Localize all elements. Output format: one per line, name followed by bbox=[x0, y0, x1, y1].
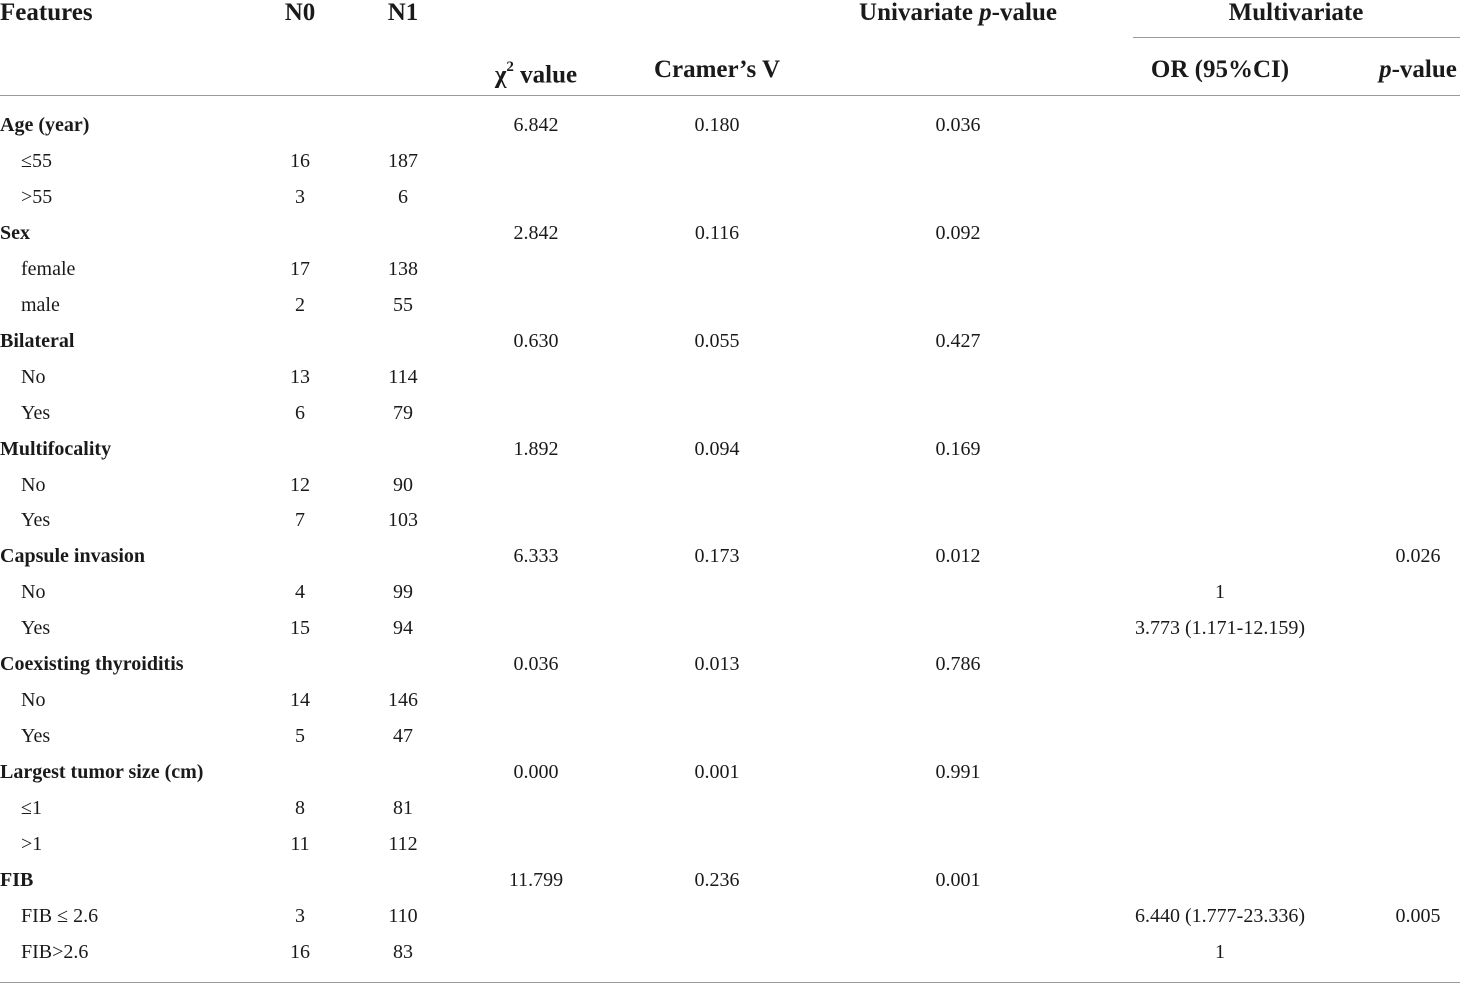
table-group-row bbox=[0, 431, 1460, 467]
cell-n0: 11 bbox=[290, 833, 310, 855]
chi-value-label: value bbox=[513, 61, 578, 89]
cell-n0: 2 bbox=[295, 293, 305, 316]
cell-n0: 15 bbox=[290, 617, 310, 640]
cell-univariate-p: 0.991 bbox=[935, 761, 981, 784]
header-n1: N1 bbox=[387, 0, 419, 26]
cell-n1: 138 bbox=[388, 257, 418, 280]
cell-cramers-v: 0.013 bbox=[694, 653, 740, 676]
category-label: No bbox=[21, 581, 46, 604]
feature-label: Age (year) bbox=[0, 114, 90, 136]
table-group-row bbox=[0, 107, 1460, 143]
category-label: >55 bbox=[21, 185, 53, 208]
feature-label: Sex bbox=[0, 221, 30, 244]
cell-multivariate-p: 0.005 bbox=[1395, 904, 1441, 927]
table-row bbox=[0, 179, 1460, 215]
cell-n1: 6 bbox=[398, 185, 408, 208]
cell-chi2: 1.892 bbox=[513, 437, 559, 460]
table-row bbox=[0, 826, 1460, 862]
category-label: Yes bbox=[21, 617, 51, 640]
header-or-ci: OR (95%CI) bbox=[1150, 56, 1290, 83]
cell-n0: 7 bbox=[295, 509, 305, 532]
table-row bbox=[0, 790, 1460, 826]
category-label: No bbox=[21, 473, 46, 496]
table-group-row bbox=[0, 862, 1460, 898]
cell-n1: 187 bbox=[388, 149, 418, 172]
cell-chi2: 0.036 bbox=[513, 653, 559, 676]
table-group-row bbox=[0, 538, 1460, 574]
cell-univariate-p: 0.012 bbox=[935, 545, 981, 568]
header-rule bbox=[0, 95, 1460, 96]
cell-n0: 6 bbox=[295, 401, 305, 424]
cell-n1: 114 bbox=[388, 365, 418, 388]
cell-n0: 4 bbox=[295, 581, 305, 604]
category-label: female bbox=[21, 257, 76, 280]
cell-cramers-v: 0.173 bbox=[694, 545, 740, 568]
feature-label: Coexisting thyroiditis bbox=[0, 653, 184, 676]
univariate-p-italic: p bbox=[979, 0, 992, 26]
cell-n0: 3 bbox=[295, 185, 305, 208]
header-multivariate-p bbox=[1379, 57, 1457, 82]
chi-superscript: 2 bbox=[506, 59, 514, 75]
category-label: Yes bbox=[21, 509, 51, 532]
header-n0: N0 bbox=[284, 0, 316, 26]
cell-chi2: 11.799 bbox=[508, 868, 564, 891]
cell-n1: 81 bbox=[393, 797, 413, 820]
table-row bbox=[0, 718, 1460, 754]
category-label: male bbox=[21, 293, 60, 316]
header-cramers-v: Cramer’s V bbox=[653, 56, 781, 83]
table-row bbox=[0, 934, 1460, 970]
category-label: FIB ≤ 2.6 bbox=[21, 904, 99, 927]
multivariate-p-italic: p bbox=[1379, 56, 1392, 83]
feature-label: FIB bbox=[0, 868, 34, 891]
multivariate-p-suffix: -value bbox=[1391, 56, 1457, 83]
category-label: No bbox=[21, 689, 46, 712]
cell-univariate-p: 0.786 bbox=[935, 653, 981, 676]
chi-symbol: χ bbox=[494, 61, 507, 89]
cell-n0: 12 bbox=[290, 473, 310, 496]
cell-n0: 16 bbox=[290, 149, 310, 172]
cell-n1: 47 bbox=[393, 725, 413, 748]
cell-n1: 146 bbox=[388, 689, 418, 712]
cell-n0: 14 bbox=[290, 689, 310, 712]
cell-or-ci: 6.440 (1.777-23.336) bbox=[1135, 904, 1305, 927]
cell-n1: 83 bbox=[393, 940, 413, 963]
table-row bbox=[0, 287, 1460, 323]
feature-label: Multifocality bbox=[0, 437, 112, 460]
cell-cramers-v: 0.094 bbox=[694, 437, 740, 460]
cell-n0: 3 bbox=[295, 904, 305, 927]
cell-n1: 110 bbox=[388, 904, 418, 927]
header-univariate-p bbox=[859, 0, 1057, 25]
table-row bbox=[0, 251, 1460, 287]
cell-or-ci: 1 bbox=[1215, 581, 1225, 604]
cell-n1: 103 bbox=[388, 509, 418, 532]
univariate-label: Univariate bbox=[859, 0, 980, 26]
cell-or-ci: 3.773 (1.171-12.159) bbox=[1135, 617, 1305, 640]
cell-cramers-v: 0.116 bbox=[694, 221, 740, 244]
cell-n0: 5 bbox=[295, 725, 305, 748]
feature-label: Largest tumor size (cm) bbox=[0, 761, 204, 784]
cell-chi2: 6.333 bbox=[513, 545, 559, 568]
table-row bbox=[0, 143, 1460, 179]
table-group-row bbox=[0, 754, 1460, 790]
table-group-row bbox=[0, 646, 1460, 682]
cell-cramers-v: 0.001 bbox=[694, 761, 740, 784]
table-group-row bbox=[0, 215, 1460, 251]
feature-label: Capsule invasion bbox=[0, 545, 146, 568]
category-label: Yes bbox=[21, 401, 51, 424]
category-label: ≤55 bbox=[21, 149, 52, 172]
cell-cramers-v: 0.180 bbox=[694, 114, 740, 136]
table-group-row bbox=[0, 323, 1460, 359]
cell-chi2: 0.630 bbox=[513, 329, 559, 352]
category-label: Yes bbox=[21, 725, 51, 748]
cell-univariate-p: 0.427 bbox=[935, 329, 981, 352]
category-label: No bbox=[21, 365, 46, 388]
cell-cramers-v: 0.236 bbox=[694, 868, 740, 891]
cell-n1: 90 bbox=[393, 473, 413, 496]
header-features: Features bbox=[0, 0, 93, 26]
header-multivariate: Multivariate bbox=[1228, 0, 1364, 26]
cell-or-ci: 1 bbox=[1215, 940, 1225, 963]
cell-chi2: 2.842 bbox=[513, 221, 559, 244]
table-row bbox=[0, 467, 1460, 503]
cell-cramers-v: 0.055 bbox=[694, 329, 740, 352]
table-row bbox=[0, 574, 1460, 610]
multivariate-underline bbox=[1133, 37, 1460, 38]
cell-n1: 99 bbox=[393, 581, 413, 604]
cell-n1: 55 bbox=[393, 293, 413, 316]
bottom-rule bbox=[0, 982, 1460, 983]
category-label: ≤1 bbox=[21, 797, 42, 820]
header-chi2 bbox=[495, 57, 577, 87]
feature-label: Bilateral bbox=[0, 329, 75, 352]
category-label: >1 bbox=[21, 833, 43, 855]
cell-univariate-p: 0.036 bbox=[935, 114, 981, 136]
table-row bbox=[0, 502, 1460, 538]
table-row bbox=[0, 898, 1460, 934]
cell-univariate-p: 0.092 bbox=[935, 221, 981, 244]
cell-n1: 94 bbox=[393, 617, 413, 640]
cell-chi2: 0.000 bbox=[513, 761, 559, 784]
cell-univariate-p: 0.169 bbox=[935, 437, 981, 460]
univariate-suffix: -value bbox=[991, 0, 1057, 26]
cell-n0: 17 bbox=[290, 257, 310, 280]
cell-n0: 16 bbox=[290, 940, 310, 963]
cell-univariate-p: 0.001 bbox=[935, 868, 981, 891]
cell-n0: 8 bbox=[295, 797, 305, 820]
table-row bbox=[0, 359, 1460, 395]
cell-n0: 13 bbox=[290, 365, 310, 388]
table-row bbox=[0, 395, 1460, 431]
cell-multivariate-p: 0.026 bbox=[1395, 545, 1441, 568]
cell-n1: 112 bbox=[388, 833, 418, 855]
cell-n1: 79 bbox=[393, 401, 413, 424]
table-row bbox=[0, 610, 1460, 646]
cell-chi2: 6.842 bbox=[513, 114, 559, 136]
table-row bbox=[0, 682, 1460, 718]
category-label: FIB>2.6 bbox=[21, 940, 89, 963]
